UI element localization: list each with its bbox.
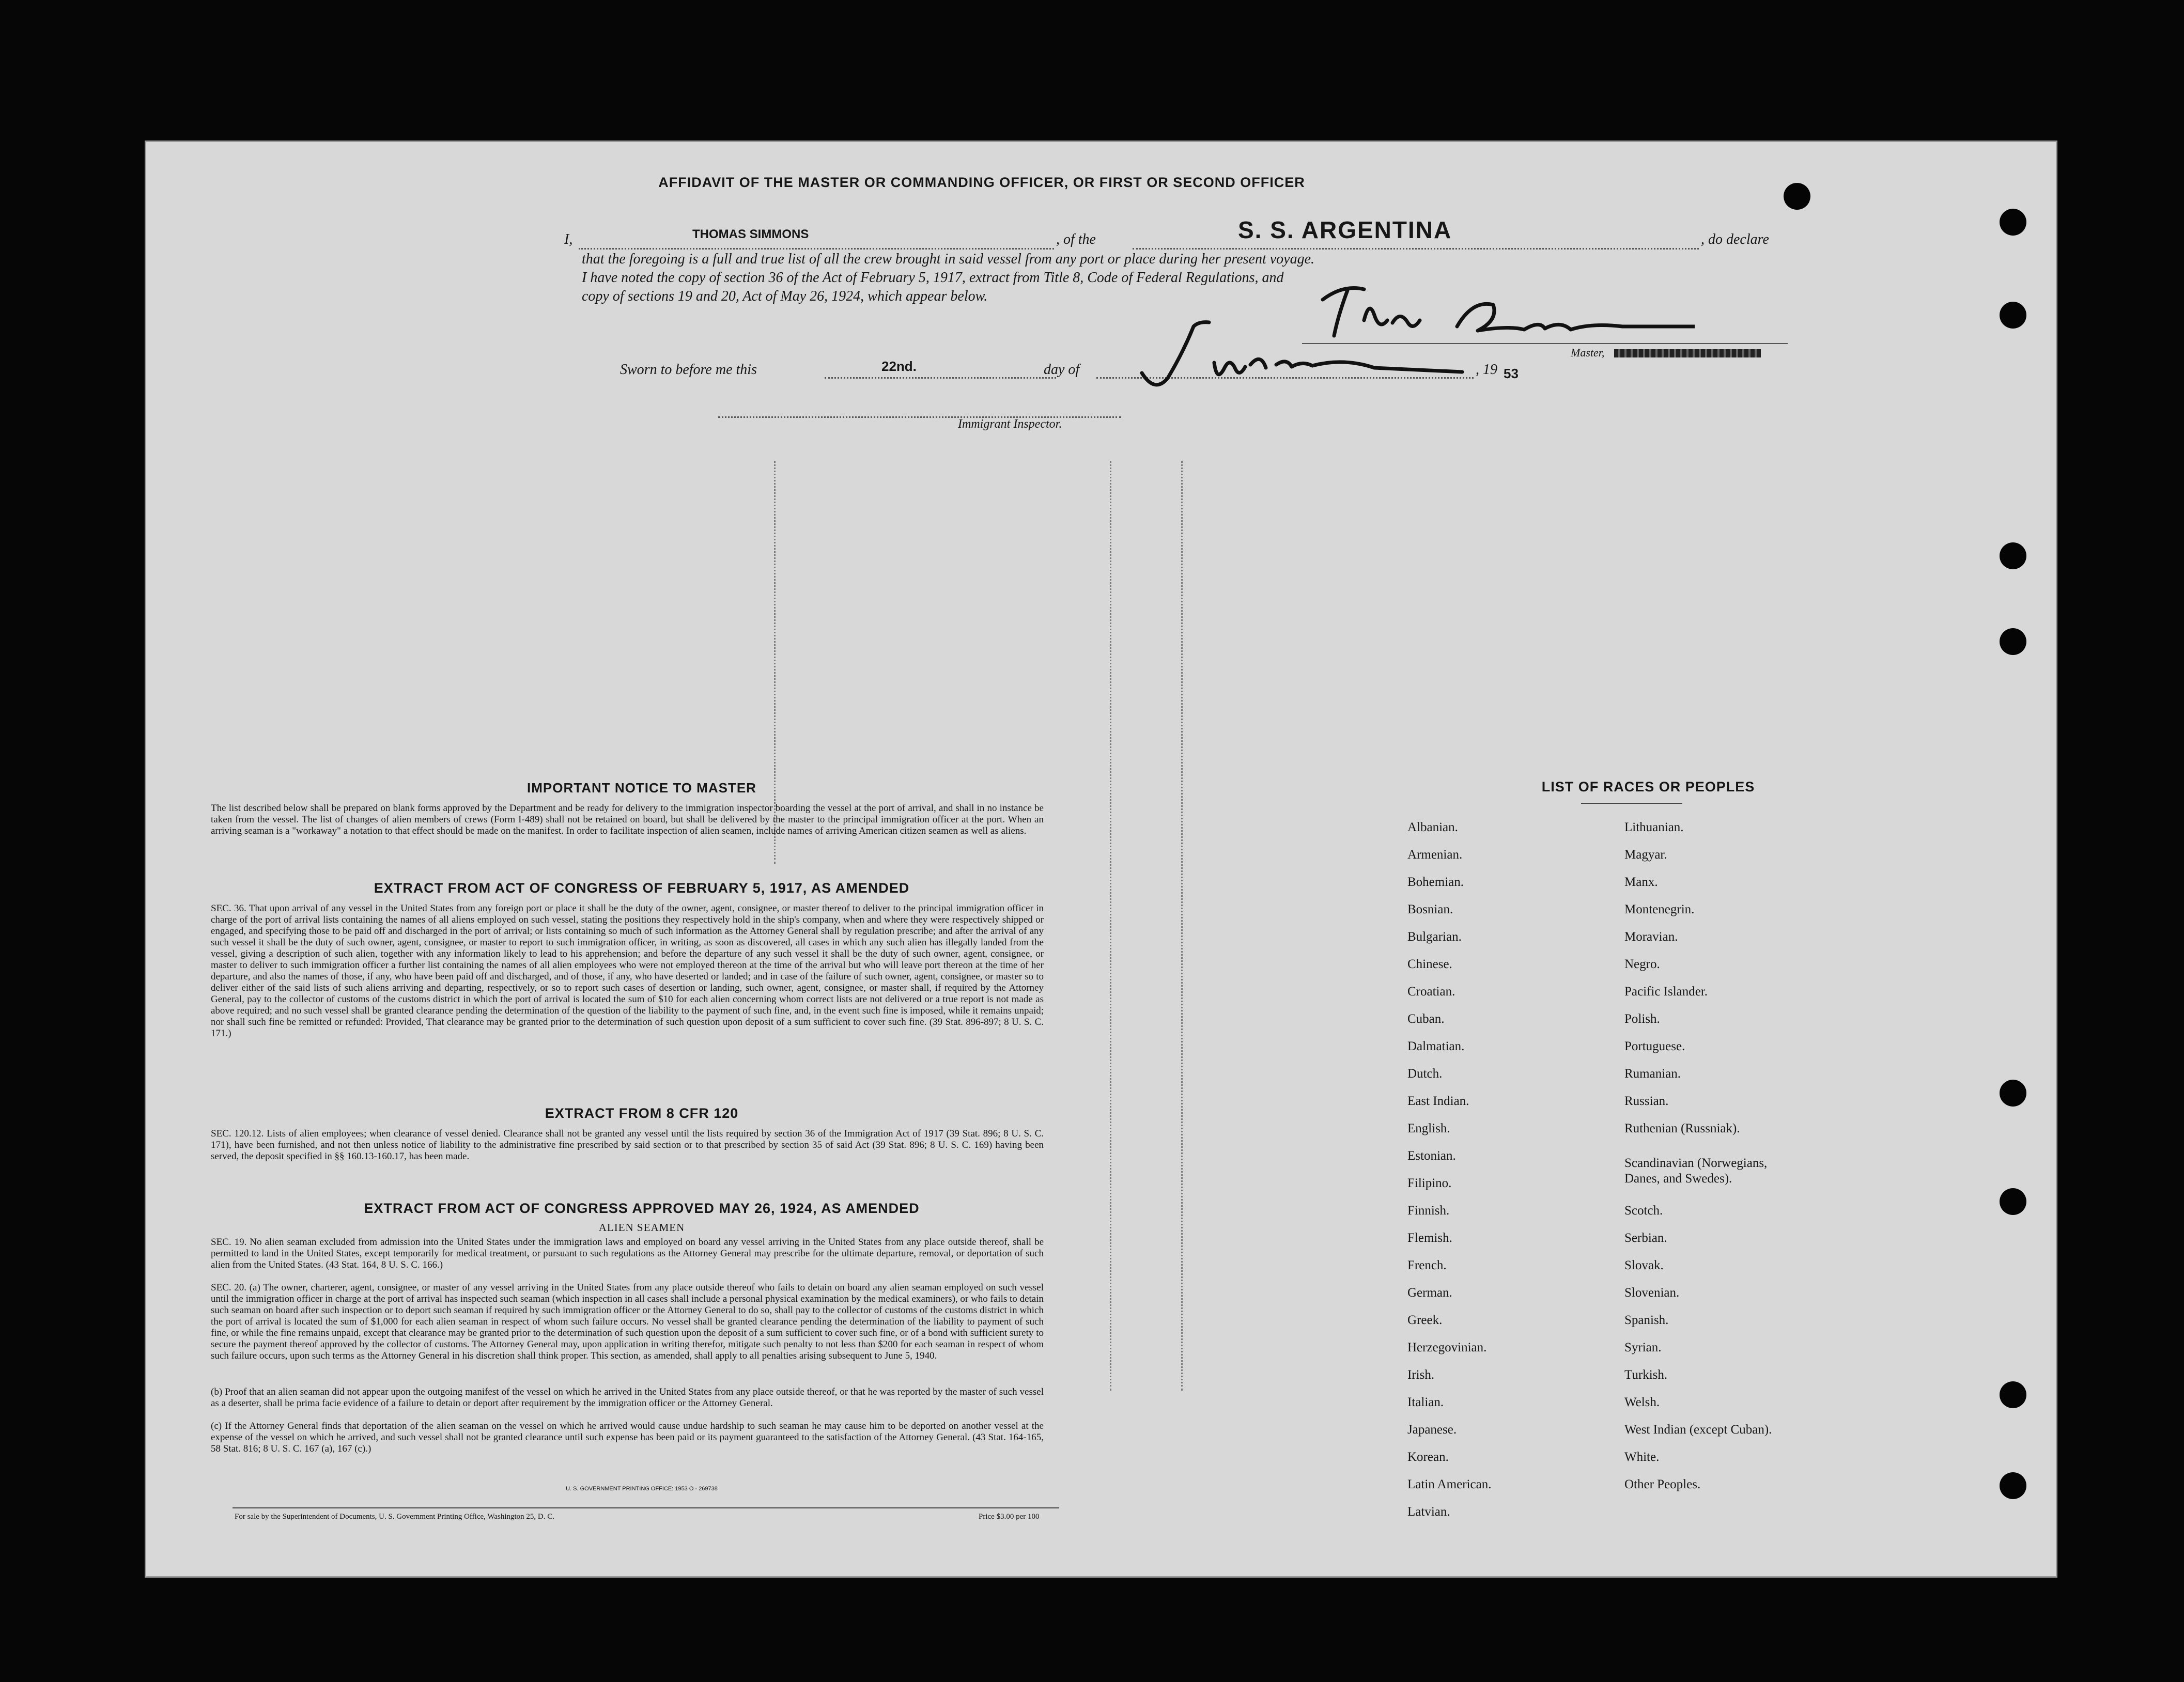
year-prefix: , 19 <box>1476 362 1497 378</box>
race-item: Bohemian. <box>1407 875 1464 889</box>
race-item: Syrian. <box>1624 1341 1662 1354</box>
extract-1924-p4: (c) If the Attorney General finds that deportation of the alien seaman on the vessel on which he arrived would cause undue hardship to such seaman he may cause him to be deported on another vessel at the expense of the vessel on which he arrived, and such vessel shall not be granted clearance until such expense has been paid or its payment guaranteed to the satisfaction of the Attorney General. (43 Stat. 164-165, 58 Stat. 816; 8 U. S. C. 167 (a), 167 (c).) <box>211 1421 1044 1454</box>
printing-office-note: U. S. GOVERNMENT PRINTING OFFICE: 1953 O - 269738 <box>566 1486 718 1492</box>
extract-1924-p3: (b) Proof that an alien seaman did not appear upon the outgoing manifest of the vessel on which he arrived in the United States from any place outside thereof, or that he was reported by the master of such vessel as a deserter, shall be prima facie evidence of a failure to detain or deport after requirement by the immigration officer or the Attorney General. <box>211 1387 1044 1409</box>
vessel-line <box>1133 248 1699 250</box>
day-of-text: day of <box>1044 362 1080 378</box>
of-the-text: , of the <box>1056 231 1096 247</box>
bleed-through-line <box>1181 461 1183 1391</box>
notice-title: IMPORTANT NOTICE TO MASTER <box>527 780 756 796</box>
month-handwriting <box>1126 311 1467 394</box>
race-item: German. <box>1407 1286 1452 1300</box>
race-item: Irish. <box>1407 1368 1435 1382</box>
race-item: Armenian. <box>1407 848 1463 862</box>
race-item: West Indian (except Cuban). <box>1624 1423 1772 1437</box>
extract-1924-p1: SEC. 19. No alien seaman excluded from admission into the United States under the immigration laws and employed on board any vessel arriving in the United States from any place outside thereof, shall be permitted to land in the United States, except temporarily for medical treatment, or pursuant to such regulations as the Attorney General may prescribe for the ultimate departure, removal, or deportation of such alien from the United States. (43 Stat. 164, 8 U. S. C. 166.) <box>211 1237 1044 1270</box>
affidavit-title: AFFIDAVIT OF THE MASTER OR COMMANDING OFFICER, OR FIRST OR SECOND OFFICER <box>658 175 1305 190</box>
punch-hole <box>2000 1188 2026 1215</box>
race-item: Croatian. <box>1407 985 1455 999</box>
sworn-day: 22nd. <box>881 359 917 374</box>
race-item: Cuban. <box>1407 1012 1445 1026</box>
extract-8cfr-title: EXTRACT FROM 8 CFR 120 <box>545 1105 739 1121</box>
race-item: Latin American. <box>1407 1477 1492 1491</box>
footer-rule <box>233 1507 1059 1508</box>
race-item: Albanian. <box>1407 820 1458 834</box>
race-item: Montenegrin. <box>1624 902 1695 916</box>
race-item: Welsh. <box>1624 1395 1660 1409</box>
race-item: French. <box>1407 1258 1447 1272</box>
races-title-rule <box>1581 803 1682 804</box>
race-item: Filipino. <box>1407 1176 1452 1190</box>
race-item: Scandinavian (Norwegians, <box>1624 1156 1768 1170</box>
affidavit-line-4: copy of sections 19 and 20, Act of May 26, 1924, which appear below. <box>582 288 988 304</box>
race-item: Bosnian. <box>1407 902 1453 916</box>
race-item: Other Peoples. <box>1624 1477 1701 1491</box>
race-item: Lithuanian. <box>1624 820 1684 834</box>
race-item: Serbian. <box>1624 1231 1667 1245</box>
race-item: Polish. <box>1624 1012 1660 1026</box>
race-item: Greek. <box>1407 1313 1443 1327</box>
race-item: Dalmatian. <box>1407 1039 1465 1053</box>
race-item: Slovenian. <box>1624 1286 1680 1300</box>
race-item: Japanese. <box>1407 1423 1457 1437</box>
race-item: Finnish. <box>1407 1204 1450 1218</box>
race-item: White. <box>1624 1450 1660 1464</box>
inspector-label: Immigrant Inspector. <box>958 417 1062 431</box>
race-item: Estonian. <box>1407 1149 1456 1163</box>
race-item: Dutch. <box>1407 1067 1443 1081</box>
sworn-text: Sworn to before me this <box>620 362 757 378</box>
race-item: Manx. <box>1624 875 1658 889</box>
punch-hole <box>2000 628 2026 655</box>
punch-hole <box>2000 542 2026 569</box>
for-sale-note: For sale by the Superintendent of Documents, U. S. Government Printing Office, Washington 25, D. C. <box>235 1513 554 1521</box>
race-item: East Indian. <box>1407 1094 1469 1108</box>
race-item: Italian. <box>1407 1395 1444 1409</box>
name-line <box>579 248 1054 250</box>
race-item: Korean. <box>1407 1450 1449 1464</box>
race-item: Chinese. <box>1407 957 1452 971</box>
race-item: Spanish. <box>1624 1313 1669 1327</box>
race-item: Pacific Islander. <box>1624 985 1708 999</box>
race-item: Turkish. <box>1624 1368 1668 1382</box>
punch-hole <box>2000 1080 2026 1107</box>
race-item: Bulgarian. <box>1407 930 1462 944</box>
master-label: Master, <box>1571 346 1605 359</box>
affidavit-line-3: I have noted the copy of section 36 of the Act of February 5, 1917, extract from Title 8, Code of Federal Regulations, and <box>582 270 1284 286</box>
struck-title <box>1614 349 1761 357</box>
race-item: Ruthenian (Russniak). <box>1624 1122 1740 1135</box>
race-item: English. <box>1407 1122 1450 1135</box>
extract-1917-title: EXTRACT FROM ACT OF CONGRESS OF FEBRUARY 5, 1917, AS AMENDED <box>374 880 910 896</box>
punch-hole <box>2000 209 2026 236</box>
extract-1924-subtitle: ALIEN SEAMEN <box>598 1221 685 1234</box>
extract-8cfr-body: SEC. 120.12. Lists of alien employees; when clearance of vessel denied. Clearance shall not be granted any vessel until the lists required by section 36 of the Immigration Act of 1917 (39 Stat. 896; 8 U. S. C. 171), have been furnished, and not then unless notice of liability to the administrative fine prescribed by said section or to that prescribed by section 35 of said Act (39 Stat. 896; 8 U. S. C. 169) having been served, the deposit specified in §§ 160.13-160.17, has been made. <box>211 1128 1044 1162</box>
race-item: Slovak. <box>1624 1258 1664 1272</box>
extract-1924-p2: SEC. 20. (a) The owner, charterer, agent, consignee, or master of any vessel arriving in the United States from any place outside thereof who fails to detain on board any alien seaman employed on such vessel until the immigration officer in charge at the port of arrival has inspected such seaman (which inspection in all cases shall include a personal physical examination by the medical examiners), or who fails to detain such seaman on board after such inspection or to deport such seaman if required by such immigration officer or the Attorney General to do so, shall pay to the collector of customs of the customs district in which the port of arrival is located the sum of $1,000 for each alien seaman in respect of whom such failure occurs. No vessel shall be granted clearance pending the determination of the liability to payment of such fine, or while the fine remains unpaid, except that clearance may be granted prior to the determination of such question upon the deposit of a sum sufficient to cover such fine, or of a bond with sufficient surety to secure the payment thereof approved by the collector of customs. The Attorney General may, upon application in writing therefor, mitigate such penalty to not less than $200 for each seaman in respect of whom such failure occurs, upon such terms as the Attorney General in his discretion shall think proper. This section, as amended, shall apply to all penalties arising subsequent to June 5, 1940. <box>211 1282 1044 1361</box>
race-item: Portuguese. <box>1624 1039 1685 1053</box>
race-item: Negro. <box>1624 957 1660 971</box>
race-item: Scotch. <box>1624 1204 1663 1218</box>
bleed-through-line <box>1110 461 1111 1391</box>
race-item: Magyar. <box>1624 848 1667 862</box>
affidavit-line-2: that the foregoing is a full and true list of all the crew brought in said vessel from any port or place during her present voyage. <box>582 251 1315 267</box>
do-declare-text: , do declare <box>1701 231 1769 247</box>
race-item: Danes, and Swedes). <box>1624 1172 1732 1186</box>
vessel-name: S. S. ARGENTINA <box>1238 216 1452 243</box>
document-page <box>145 141 2057 1578</box>
declarant-prefix: I, <box>564 231 573 247</box>
master-name: THOMAS SIMMONS <box>692 227 809 241</box>
price-note: Price $3.00 per 100 <box>979 1513 1040 1521</box>
sworn-year: 53 <box>1504 366 1519 381</box>
races-title: LIST OF RACES OR PEOPLES <box>1541 779 1755 795</box>
race-item: Flemish. <box>1407 1231 1452 1245</box>
race-item: Russian. <box>1624 1094 1669 1108</box>
notice-body: The list described below shall be prepared on blank forms approved by the Department and be ready for delivery to the immigration inspector boarding the vessel at the port of arrival, and shall in no instance be taken from the vessel. The list of changes of alien members of crews (Form I-489) shall not be retained on board, but shall be delivered by the master to the principal immigration officer at the port. When an arriving seaman is a "workaway" a notation to that effect should be made on the manifest. In order to facilitate inspection of alien seamen, include names of arriving American citizen seamen as well as aliens. <box>211 803 1044 836</box>
day-line <box>825 377 1056 379</box>
extract-1924-title: EXTRACT FROM ACT OF CONGRESS APPROVED MAY 26, 1924, AS AMENDED <box>364 1201 920 1216</box>
race-item: Latvian. <box>1407 1505 1450 1519</box>
punch-hole <box>2000 1381 2026 1408</box>
punch-hole <box>2000 1472 2026 1499</box>
race-item: Rumanian. <box>1624 1067 1681 1081</box>
punch-hole <box>2000 302 2026 329</box>
race-item: Moravian. <box>1624 930 1678 944</box>
race-item: Herzegovinian. <box>1407 1341 1487 1354</box>
extract-1917-body: SEC. 36. That upon arrival of any vessel in the United States from any foreign port or place it shall be the duty of the owner, agent, consignee, or master thereof to deliver to the principal immigration officer in charge of the port of arrival lists containing the names of all aliens employed on such vessel, stating the positions they respectively hold in the ship's company, when and where they were respectively shipped or engaged, and specifying those to be paid off and discharged in the port of arrival; or lists containing so much of such information as the Attorney General shall by regulation prescribe; and after the arrival of any such vessel it shall be the duty of such owner, agent, consignee, or master to report to such immigration officer, in writing, as soon as discovered, all cases in which any such alien has illegally landed from the vessel, giving a description of such alien, together with any information likely to lead to his apprehension; and before the departure of any such vessel it shall be the duty of such owner, agent, consignee, or master to deliver to such immigration officer a further list containing the names of all alien employees who were not employed thereon at the time of the arrival but who will leave port thereon at the time of her departure, and also the names of those, if any, who have been paid off and discharged, and of those, if any, who have deserted or landed; and in case of the failure of such owner, agent, consignee, or master so to deliver either of the said lists of such aliens arriving and departing, respectively, or so to report such cases of desertion or landing, such owner, agent, consignee, or master shall, if required by the Attorney General, pay to the collector of customs of the customs district in which the port of arrival is located the sum of $10 for each alien concerning whom correct lists are not delivered or a true report is not made as above required; and no such vessel shall be granted clearance pending the determination of the question of the liability to the payment of such fine, and, in the event such fine is imposed, while it remains unpaid; nor shall such fine be remitted or refunded: Provided, That clearance may be granted prior to the determination of such question upon deposit of a sum sufficient to cover such fine. (39 Stat. 896-897; 8 U. S. C. 171.) <box>211 903 1044 1039</box>
